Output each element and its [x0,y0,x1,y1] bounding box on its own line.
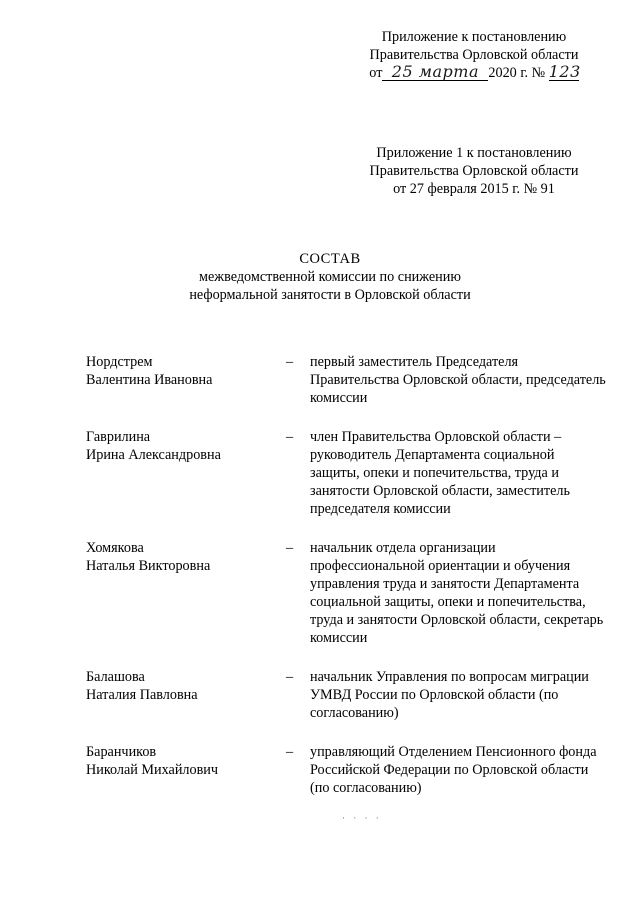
member-name [86,668,286,704]
prior-appendix-line-2: Правительства Орловской области [369,163,579,179]
member-surname: Гаврилина [86,429,151,445]
prior-appendix-line-1: Приложение 1 к постановлению [376,145,572,161]
appendix-header-prior [344,144,604,198]
document-title [120,250,540,304]
handwritten-date: 25 марта [391,62,479,81]
prior-appendix-line-3: от 27 февраля 2015 г. № 91 [393,181,555,197]
member-role: начальник отдела организации профессиональной ориентации и обучения управления труда и занятости Департамента социальной защиты, опеки и попечительства, труда и занятости Орловской области, секретарь комиссии [310,540,604,646]
title-line-3: неформальной занятости в Орловской области [189,287,471,303]
member-surname: Балашова [86,669,145,685]
member-entry [86,743,606,797]
member-role: управляющий Отделением Пенсионного фонда Российской Федерации по Орловской области (по согласованию) [310,744,597,796]
member-surname: Нордстрем [86,354,153,370]
date-suffix: 2020 г. № [488,65,546,81]
member-given-names: Ирина Александровна [86,447,221,463]
date-field [382,62,488,81]
title-line-2: межведомственной комиссии по снижению [199,269,461,285]
dash-separator: – [286,354,294,370]
title-main: СОСТАВ [299,251,361,267]
member-entry [86,668,606,722]
dash-separator: – [286,669,294,685]
member-name [86,353,286,389]
member-given-names: Наталия Павловна [86,687,198,703]
member-entry [86,353,606,407]
date-prefix: от [369,65,383,81]
appendix-line-2: Правительства Орловской области [369,47,579,63]
member-entry [86,539,606,647]
member-role: член Правительства Орловской области – руководитель Департамента социальной защиты, опеки и попечительства, труда и занятости Орловской области, заместитель председателя комиссии [310,429,570,517]
member-given-names: Николай Михайлович [86,762,219,778]
member-name [86,428,286,464]
dash-separator: – [286,429,294,445]
number-field [548,62,581,81]
member-entry [86,428,606,518]
appendix-date-line [344,64,604,82]
member-given-names: Наталья Викторовна [86,558,211,574]
member-role: начальник Управления по вопросам миграции УМВД России по Орловской области (по согласованию) [310,669,589,721]
member-surname: Хомякова [86,540,144,556]
dash-separator: – [286,540,294,556]
member-surname: Баранчиков [86,744,157,760]
handwritten-number: 123 [548,62,581,81]
member-given-names: Валентина Ивановна [86,372,213,388]
commission-members-list [86,353,606,818]
member-name [86,539,286,575]
scan-artifact-dots: · · · · [342,813,382,823]
appendix-line-1: Приложение к постановлению [381,29,567,45]
member-name [86,743,286,779]
member-role: первый заместитель Председателя Правительства Орловской области, председатель комиссии [310,354,606,406]
dash-separator: – [286,744,294,760]
appendix-header-current [344,28,604,82]
